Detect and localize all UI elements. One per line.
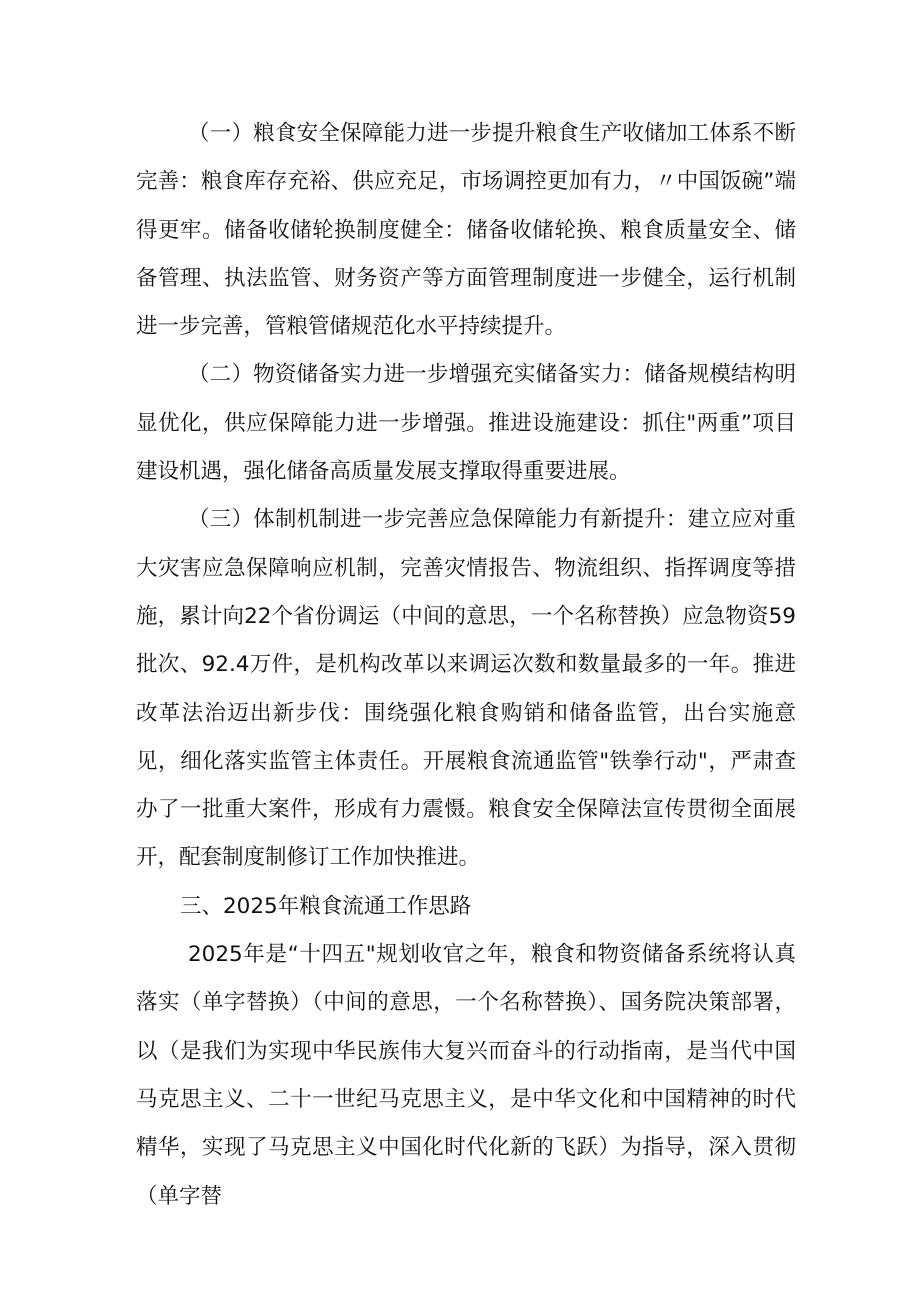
section-heading: 三、2025年粮食流通工作思路 — [180, 893, 472, 919]
paragraph-2025-plan: 2025年是“十四五"规划收官之年，粮食和物资储备系统将认真落实（单字替换）（中间的意思，一个名称替换）、国务院决策部署，以（是我们为实现中华民族伟大复兴而奋斗的行动指南，是当代中国马克思主义、二十一世纪马克思主义，是中华文化和中国精神的时代精华，实现了马克思主义中国化时代化新的飞跃）为指导，深入贯彻（单字替 — [136, 942, 796, 1209]
paragraph-grain-security: （一）粮食安全保障能力进一步提升粮食生产收储加工体系不断完善：粮食库存充裕、供应充足，市场调控更加有力，〃中国饭碗”端得更牢。储备收储轮换制度健全：储备收储轮换、粮食质量安全、储备管理、执法监管、财务资产等方面管理制度进一步健全，运行机制进一步完善，管粮管储规范化水平持续提升。 — [136, 121, 796, 340]
paragraph-system-mechanism: （三）体制机制进一步完善应急保障能力有新提升：建立应对重大灾害应急保障响应机制，完善灾情报告、物流组织、指挥调度等措施，累计向22个省份调运（中间的意思，一个名称替换）应急物资59批次、92.4万件，是机构改革以来调运次数和数量最多的一年。推进改革法治迈出新步伐：围绕强化粮食购销和储备监管，出台实施意见，细化落实监管主体责任。开展粮食流通监管"铁拳行动"，严肃查办了一批重大案件，形成有力震慑。粮食安全保障法宣传贯彻全面展开，配套制度制修订工作加快推进。 — [136, 507, 796, 871]
paragraph-material-reserve: （二）物资储备实力进一步增强充实储备实力：储备规模结构明显优化，供应保障能力进一步增强。推进设施建设：抓住"两重”项目建设机遇，强化储备高质量发展支撑取得重要进展。 — [136, 362, 796, 485]
document-body — [136, 110, 796, 1221]
